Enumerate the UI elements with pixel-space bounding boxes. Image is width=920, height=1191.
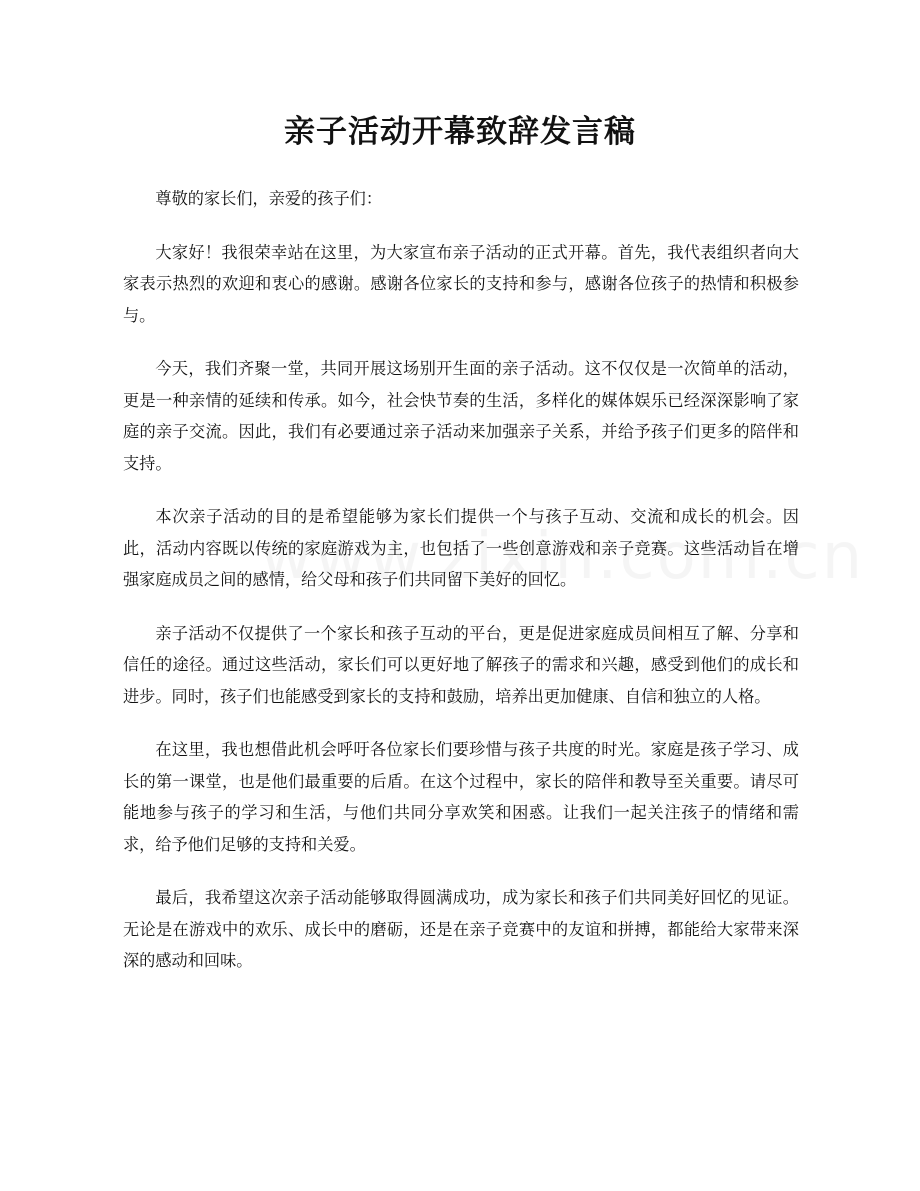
body-paragraph: 大家好！我很荣幸站在这里，为大家宣布亲子活动的正式开幕。首先，我代表组织者向大家表示热烈的欢迎和衷心的感谢。感谢各位家长的支持和参与，感谢各位孩子的热情和积极参与。 [123, 242, 799, 325]
body-paragraph: 今天，我们齐聚一堂，共同开展这场别开生面的亲子活动。这不仅仅是一次简单的活动，更是一种亲情的延续和传承。如今，社会快节奏的生活，多样化的媒体娱乐已经深深影响了家庭的亲子交流。因此，我们有必要通过亲子活动来加强亲子关系，并给予孩子们更多的陪伴和支持。 [123, 359, 799, 473]
body-paragraph: 亲子活动不仅提供了一个家长和孩子互动的平台，更是促进家庭成员间相互了解、分享和信任的途径。通过这些活动，家长们可以更好地了解孩子的需求和兴趣，感受到他们的成长和进步。同时，孩子们也能感受到家长的支持和鼓励，培养出更加健康、自信和独立的人格。 [123, 623, 799, 706]
body-paragraph: 在这里，我也想借此机会呼吁各位家长们要珍惜与孩子共度的时光。家庭是孩子学习、成长的第一课堂，也是他们最重要的后盾。在这个过程中，家长的陪伴和教导至关重要。请尽可能地参与孩子的学习和生活，与他们共同分享欢笑和困惑。让我们一起关注孩子的情绪和需求，给予他们足够的支持和关爱。 [123, 740, 799, 854]
document-body [123, 183, 799, 999]
document-title: 亲子活动开幕致辞发言稿 [284, 114, 636, 150]
body-paragraph: 本次亲子活动的目的是希望能够为家长们提供一个与孩子互动、交流和成长的机会。因此，活动内容既以传统的家庭游戏为主，也包括了一些创意游戏和亲子竞赛。这些活动旨在增强家庭成员之间的感情，给父母和孩子们共同留下美好的回忆。 [123, 507, 799, 589]
closing-paragraph: 最后，我希望这次亲子活动能够取得圆满成功，成为家长和孩子们共同美好回忆的见证。无论是在游戏中的欢乐、成长中的磨砺，还是在亲子竞赛中的友谊和拼搏，都能给大家带来深深的感动和回味。 [123, 888, 799, 970]
salutation-paragraph: 尊敬的家长们，亲爱的孩子们： [155, 189, 383, 208]
